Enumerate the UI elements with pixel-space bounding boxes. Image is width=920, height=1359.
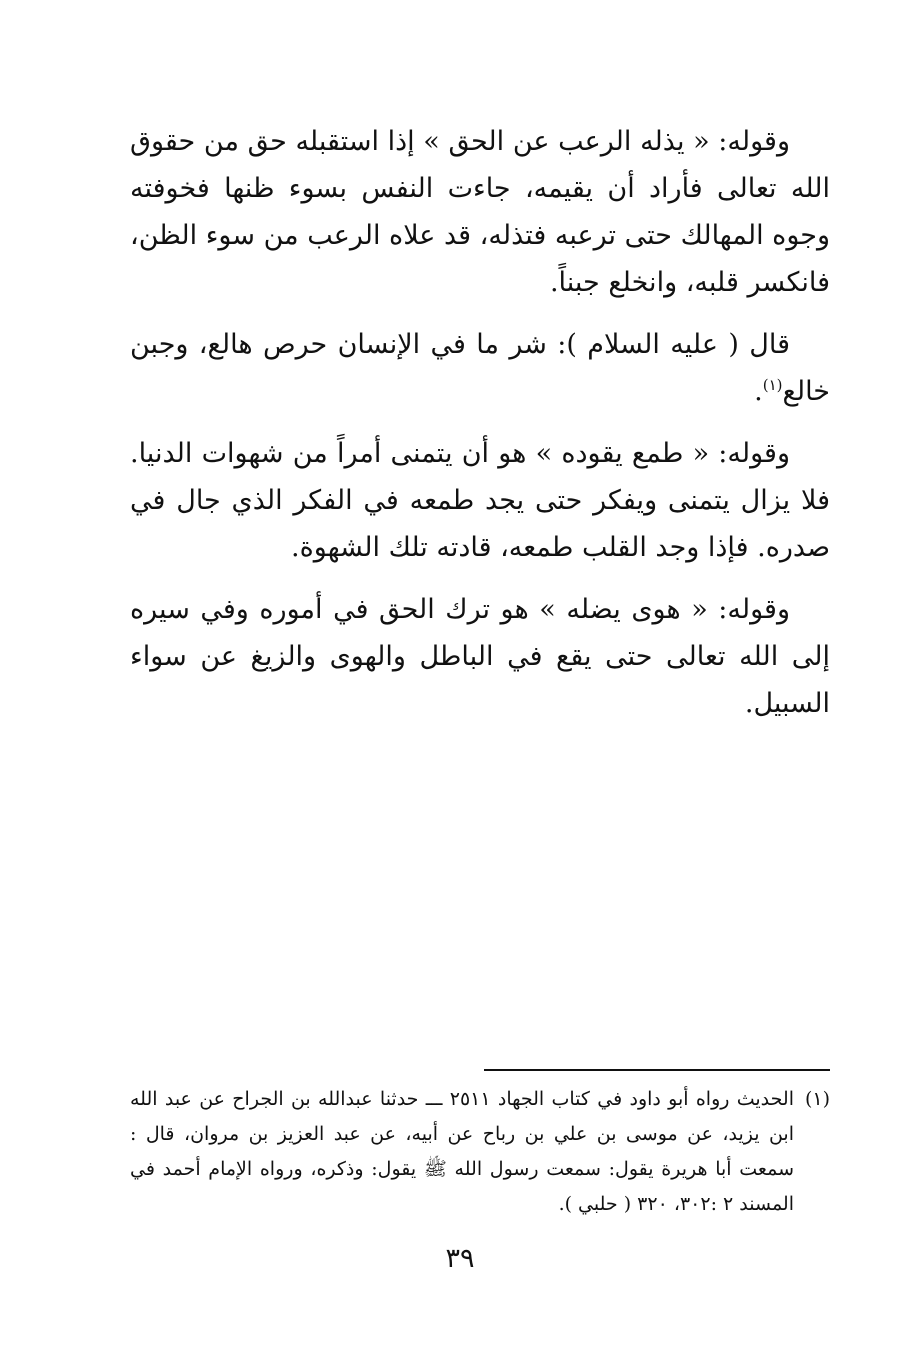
footnote-reference-marker: (١) (762, 376, 783, 394)
footnote-1 (130, 1082, 830, 1222)
footnote-number: (١) (804, 1088, 830, 1110)
footnote-text: الحديث رواه أبو داود في كتاب الجهاد ٢٥١١ ـــ حدثنا عبدالله بن الجراح عن عبد الله ابن يزيد، عن موسى بن علي بن رباح عن أبيه، عن عبد العزيز بن مروان، قال : سمعت أبا هريرة يقول: سمعت رسول الله ﷺ يقول: وذكره، ورواه الإمام أحمد في المسند ٢ :٣٠٢، ٣٢٠ ( حلبي ). (130, 1088, 794, 1215)
paragraph-2-end: . (754, 376, 763, 407)
paragraph-4: وقوله: « هوى يضله » هو ترك الحق في أموره وفي سيره إلى الله تعالى حتى يقع في الباطل والهوى والزيغ عن سواء السبيل. (130, 594, 830, 719)
main-text (130, 118, 830, 742)
paragraph-2-text: قال ( عليه السلام ): شر ما في الإنسان حرص هالع، وجبن خالع (130, 329, 830, 407)
footnote-divider (484, 1069, 830, 1071)
paragraph-1: وقوله: « يذله الرعب عن الحق » إذا استقبله حق من حقوق الله تعالى فأراد أن يقيمه، جاءت النفس بسوء ظنها فخوفته وجوه المهالك حتى ترعبه فتذله، قد علاه الرعب من سوء الظن، فانكسر قلبه، وانخلع جبناً. (130, 126, 830, 298)
footnotes (130, 1082, 830, 1222)
page-number: ٣٩ (445, 1243, 475, 1274)
paragraph-3: وقوله: « طمع يقوده » هو أن يتمنى أمراً من شهوات الدنيا. فلا يزال يتمنى ويفكر حتى يجد طمعه في الفكر الذي جال في صدره. فإذا وجد القلب طمعه، قادته تلك الشهوة. (130, 438, 830, 563)
paragraph-2 (130, 321, 830, 415)
